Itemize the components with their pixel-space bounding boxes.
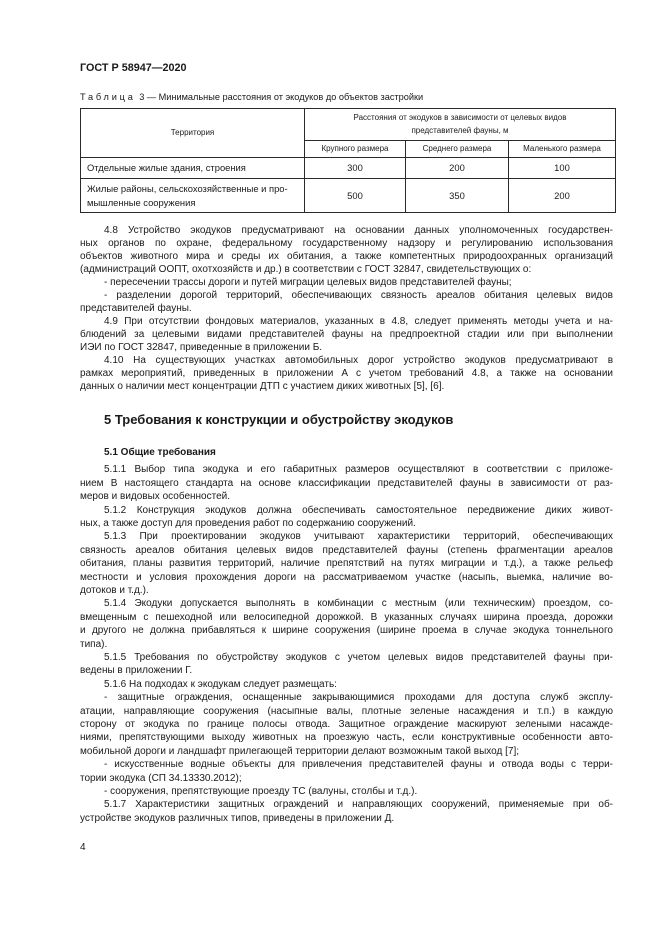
text-line: дотоков и т.д.). [80, 584, 149, 596]
cell-line: Отдельные жилые здания, строения [87, 162, 246, 174]
text-line: связность ареалов обитания целевых видов представителей фауны (степень фрагментации ареалов [80, 544, 613, 556]
paragraph-5-1-6 [80, 678, 613, 691]
paragraph-5-1-3 [80, 530, 613, 597]
paragraph-4-10 [80, 354, 613, 393]
column-header-small: Маленького размера [509, 141, 616, 158]
text-line: 5.1.3 При проектировании экодуков учитывают характеристики территорий, обеспечивающих [104, 531, 613, 543]
table-caption-text: 3 — Минимальные расстояния от экодуков до объектов застройки [139, 92, 424, 102]
text-line: атации, направляющие сооружения (насыпные валы, плотные зеленые насаждения и т.п.) в каждую [80, 705, 613, 717]
text-line: 5.1.1 Выбор типа экодука и его габаритных размеров осуществляют в соответствии с приложе- [104, 464, 613, 476]
list-item-protective-fences [80, 691, 613, 758]
table-cell-territory [81, 179, 305, 213]
paragraph-5-1-4 [80, 597, 613, 651]
header-line: Расстояния от экодуков в зависимости от целевых видов [353, 113, 567, 122]
text-line: 4.8 Устройство экодуков предусматривают на основании данных уполномоченных государствен- [104, 224, 613, 236]
text-line: представителей фауны. [80, 302, 192, 314]
text-line: ниями, препятствующими выходу животных на проезжую часть, если конструктивные особенности авто- [80, 732, 613, 744]
paragraph-5-1-5 [80, 651, 613, 678]
text-line: 4.9 При отсутствии фондовых материалов, указанных в 4.8, следует применять методы учета и на- [104, 315, 613, 327]
distance-table [80, 108, 616, 213]
text-line: - разделении дорогой территорий, обеспечивающих связность ареалов обитания целевых видов [104, 289, 613, 301]
paragraph-4-8 [80, 224, 613, 276]
text-line: объектов животного мира и среды их обитания, а также компетентных природоохранных организаций [80, 250, 613, 262]
text-line: 5.1.7 Характеристики защитных ограждений и направляющих сооружений, применяемые при об- [104, 799, 613, 811]
section-5-title: 5 Требования к конструкции и обустройству экодуков [104, 411, 454, 427]
text-line: мобильной дороги и ландшафт прилегающей территории делают возможным такой выход [7]; [80, 745, 520, 757]
list-item-territory-separation [80, 289, 613, 315]
column-header-territory: Территория [81, 109, 305, 158]
text-line: блюдений за целевыми видами представителей фауны на предпроектной стадии или при выполнении [80, 328, 613, 340]
paragraph-4-9 [80, 315, 613, 354]
table-caption [80, 91, 423, 103]
table-cell-value: 100 [509, 158, 616, 179]
text-line: ИЭИ по ГОСТ 32847, приведенные в приложении Б. [80, 341, 323, 353]
table-cell-value: 200 [509, 179, 616, 213]
table-caption-label: Таблица [80, 92, 136, 102]
text-line: - сооружения, препятствующие проезду ТС (валуны, столбы и т.д.). [104, 786, 418, 798]
list-item-vehicle-barriers [80, 785, 613, 798]
column-header-medium: Среднего размера [406, 141, 509, 158]
page-number: 4 [80, 842, 86, 853]
list-item-route-crossing [80, 276, 613, 289]
text-line: 4.10 На существующих участках автомобильных дорог устройство экодуков предусматривают в [104, 354, 613, 366]
text-line: местности и условия прохождения дороги на рассматриваемом участке (насыпь, выемка, наличие во- [80, 571, 613, 583]
table-cell-value: 350 [406, 179, 509, 213]
column-header-distance-group [305, 109, 616, 141]
text-line: - искусственные водные объекты для привлечения представителей фауны и отвода воды с терри- [104, 759, 613, 771]
text-line: меров и видовых особенностей. [80, 491, 230, 503]
subsection-5-1-title: 5.1 Общие требования [104, 446, 216, 458]
column-header-large: Крупного размера [305, 141, 406, 158]
text-line: 5.1.2 Конструкция экодуков должна обеспечивать самостоятельное передвижение диких живот- [104, 504, 613, 516]
text-line: ведены в приложении Г. [80, 665, 193, 677]
text-line: (администраций ООПТ, охотхозяйств и др.) в соответствии с ГОСТ 32847, свидетельствующих о: [80, 263, 532, 275]
text-line: рамках мероприятий, приведенных в приложении А с учетом требований 4.8, а также на основании [80, 368, 613, 380]
text-line: - пересечении трассы дороги и путей миграции целевых видов представителей фауны; [104, 276, 512, 288]
table-cell-value: 300 [305, 158, 406, 179]
section-5-1-text [80, 463, 613, 825]
cell-line: Жилые районы, сельскохозяйственные и про- [87, 183, 288, 194]
text-line: вмещенным с пешеходной или велосипедной дорожкой. В указанных случаях ширина проезда, дорожки [80, 611, 613, 623]
text-line: 5.1.6 На подходах к экодукам следует размещать: [104, 678, 337, 690]
table-cell-value: 200 [406, 158, 509, 179]
cell-line: мышленные сооружения [87, 196, 196, 208]
text-line: тории экодука (СП 34.13330.2012); [80, 772, 242, 784]
text-line: типа). [80, 638, 108, 650]
text-line: 5.1.5 Требования по обустройству экодуков с учетом целевых видов представителей фауны при- [104, 651, 613, 663]
document-code: ГОСТ Р 58947—2020 [80, 62, 187, 74]
table-cell-value: 500 [305, 179, 406, 213]
text-line: сторону от экодука по границе полосы отвода. Защитное ограждение маскируют зелеными насажде- [80, 719, 613, 731]
text-line: 5.1.4 Экодуки допускается выполнять в комбинации с местным (или техническим) проездом, со- [104, 598, 613, 610]
paragraph-5-1-2 [80, 504, 613, 531]
table-header-row [81, 109, 616, 141]
paragraph-5-1-7 [80, 798, 613, 825]
header-line: представителей фауны, м [411, 125, 509, 135]
text-line: и другого не должна прибавляться к ширине сооружения (ширине проема в случае экодука тоннельного [80, 625, 613, 637]
table-row [81, 158, 616, 179]
text-line: нием В настоящего стандарта на основе классификации представителей фауны в зависимости от раз- [80, 477, 613, 489]
list-item-water-objects [80, 758, 613, 785]
text-line: ных, а также доступ для проведения работ по содержанию сооружений. [80, 517, 416, 529]
table-row [81, 179, 616, 213]
text-line: данных о наличии мест концентрации ДТП с участием диких животных [5], [6]. [80, 381, 445, 393]
paragraph-5-1-1 [80, 463, 613, 503]
section-4-text [80, 224, 613, 394]
text-line: - защитные ограждения, оснащенные закрывающимися проходами для доступа служб эксплу- [104, 692, 613, 704]
text-line: обитания, планы развития территорий, наличие препятствий на путях миграции и т.д.), а также рельеф [80, 558, 613, 570]
text-line: устройстве экодуков различных типов, приведены в приложении Д. [80, 812, 395, 824]
table-cell-territory [81, 158, 305, 179]
text-line: ных органов по охране, федеральному государственному надзору и регулированию использования [80, 237, 613, 249]
